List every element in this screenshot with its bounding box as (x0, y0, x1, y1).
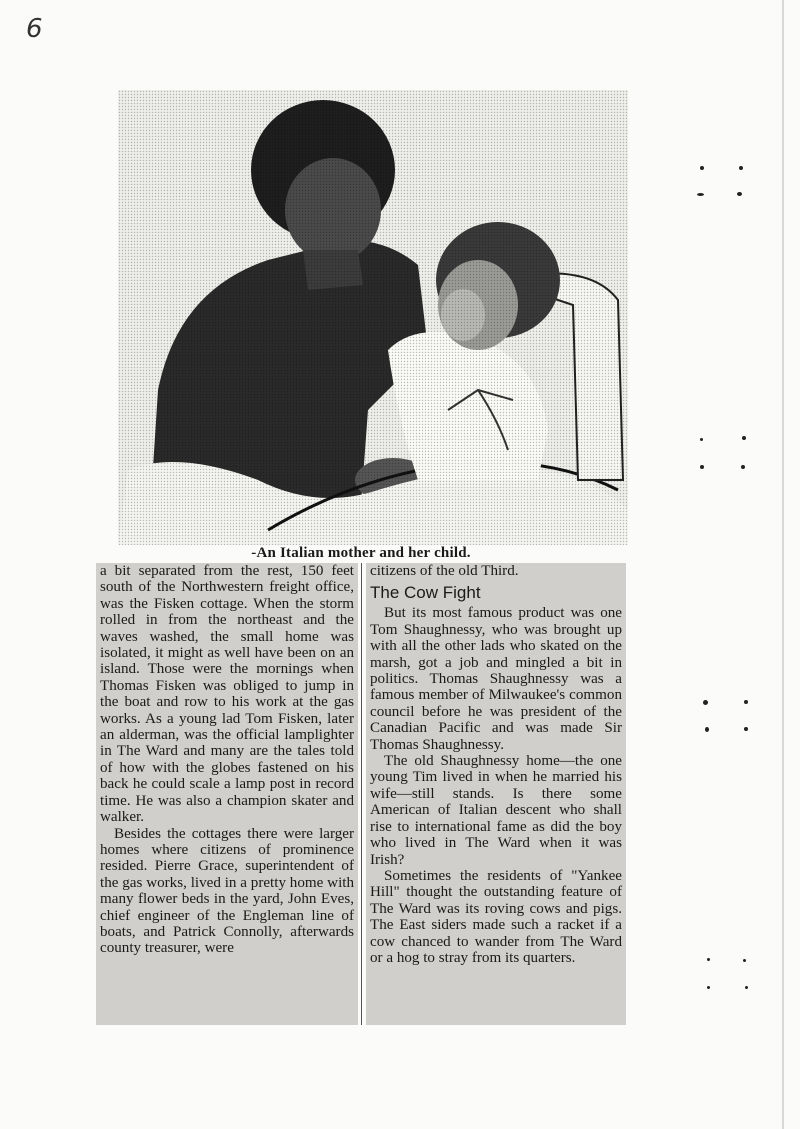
speck (707, 958, 710, 961)
speck (744, 727, 748, 731)
speck (745, 986, 748, 989)
speck (700, 465, 704, 469)
speck (743, 959, 746, 962)
photo-mother-and-child (118, 90, 628, 545)
speck (703, 700, 708, 705)
speck (705, 727, 709, 732)
speck (741, 465, 745, 469)
paragraph: Sometimes the residents of "Yankee Hill" thought the outstanding feature of The Ward was its roving cows and pigs. The East siders made such a racket if a cow chanced to wander from The Ward or a hog to stray from its quarters. (370, 867, 622, 966)
speck (744, 700, 748, 704)
margin-line (782, 0, 784, 1129)
right-column (366, 563, 626, 1025)
column-rule (361, 563, 362, 1025)
paragraph: The old Shaughnessy home—the one young Tim lived in when he married his wife—still stands. Is there some American of Italian descent who shall rise to international fame as did the boy who lived in The Ward when it was Irish? (370, 753, 622, 868)
speck (697, 193, 704, 196)
left-column (96, 563, 358, 1025)
paragraph: Besides the cottages there were larger homes where citizens of prominence resided. Pierre Grace, superintendent of the gas works, lived in a pretty home with many flower beds in the yard, John Eves, chief engineer of the Engleman line of boats, and Patrick Connolly, afterwards county treasurer, were (100, 825, 354, 957)
speck (742, 436, 746, 440)
paragraph: But its most famous product was one Tom Shaughnessy, who was brought up with all the other lads who skated on the marsh, got a job and mingled a bit in politics. Thomas Shaughnessy was a famous member of Milwaukee's common council before he was president of the Canadian Pacific and was made Sir Thomas Shaughnessy. (370, 605, 622, 753)
speck (700, 166, 704, 170)
photo-caption: -An Italian mother and her child. (251, 545, 471, 561)
speck (739, 166, 743, 170)
speck (707, 986, 710, 989)
paragraph: a bit separated from the rest, 150 feet south of the Northwestern freight office, was the Fisken cottage. When the storm rolled in from the northeast and the waves washed, the small home was isolated, it might as well have been on an island. Those were the mornings when Thomas Fisken was obliged to jump in the boat and row to his work at the gas works. As a young lad Tom Fisken, later an alderman, was the official lamplighter in The Ward and many are the tales told of how with the globes fastened on his back he could scale a lamp post in record time. He was also a champion skater and walker. (100, 563, 354, 826)
speck (737, 192, 742, 196)
newspaper-clipping (96, 90, 626, 1025)
speck (700, 438, 703, 441)
page-number: 6 (26, 14, 43, 44)
subheading: The Cow Fight (370, 583, 481, 603)
paragraph: citizens of the old Third. (370, 563, 519, 579)
